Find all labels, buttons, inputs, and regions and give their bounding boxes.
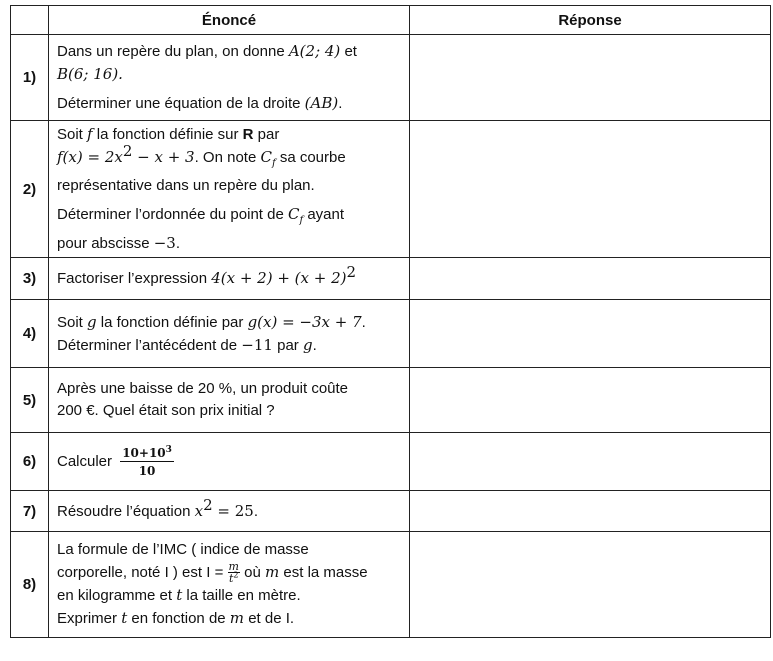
question-number: 4) — [11, 300, 49, 368]
answer-cell[interactable] — [410, 491, 771, 532]
answer-cell[interactable] — [410, 433, 771, 491]
table-row — [11, 368, 771, 433]
question-text: Calculer $\frac{10+10^3}{10}$ — [49, 433, 410, 491]
table-row — [11, 258, 771, 300]
question-text: Après une baisse de 20 %, un produit coûte 200 €. Quel était son prix initial ? — [49, 368, 410, 433]
answer-cell[interactable] — [410, 532, 771, 638]
header-blank — [11, 6, 49, 35]
question-text: Soit g la fonction définie par g(x) = −3x + 7. Déterminer l’antécédent de −11 par g. — [49, 300, 410, 368]
question-text: Résoudre l’équation $x^2 = 25$. — [49, 491, 410, 532]
answer-cell[interactable] — [410, 121, 771, 258]
table-row — [11, 433, 771, 491]
question-number: 1) — [11, 35, 49, 121]
imc-fraction: $\frac{m}{t^2}$ — [228, 560, 239, 586]
question-number: 8) — [11, 532, 49, 638]
table-row — [11, 121, 771, 258]
answer-cell[interactable] — [410, 300, 771, 368]
table-row — [11, 300, 771, 368]
question-text: Soit f la fonction définie sur R par $f(x) = 2x^2 - x + 3$. On note $C_f$ sa courbe représentative dans un repère du plan. Déterminer l’ordonnée du point de $C_f$ ayant pour abscisse −3. — [49, 121, 410, 258]
header-reponse: Réponse — [410, 6, 771, 35]
header-row — [11, 6, 771, 35]
question-number: 7) — [11, 491, 49, 532]
table-row — [11, 35, 771, 121]
question-number: 3) — [11, 258, 49, 300]
question-text: La formule de l’IMC ( indice de masse corporelle, noté I ) est I = $\frac{m}{t^2}$ où m est la masse en kilogramme et t la taille en mètre. Exprimer t en fonction de m et de I. — [49, 532, 410, 638]
fraction: $\frac{10+10^3}{10}$ — [122, 444, 172, 478]
question-number: 5) — [11, 368, 49, 433]
question-text: Dans un repère du plan, on donne A(2; 4) et B(6; 16). Déterminer une équation de la droite (AB). — [49, 35, 410, 121]
question-number: 6) — [11, 433, 49, 491]
answer-cell[interactable] — [410, 368, 771, 433]
table-row — [11, 491, 771, 532]
header-enonce: Énoncé — [49, 6, 410, 35]
answer-cell[interactable] — [410, 258, 771, 300]
answer-cell[interactable] — [410, 35, 771, 121]
table-row — [11, 532, 771, 638]
question-text: Factoriser l’expression $4(x + 2) + (x + 2)^2$ — [49, 258, 410, 300]
question-number: 2) — [11, 121, 49, 258]
exercise-table — [10, 5, 771, 638]
